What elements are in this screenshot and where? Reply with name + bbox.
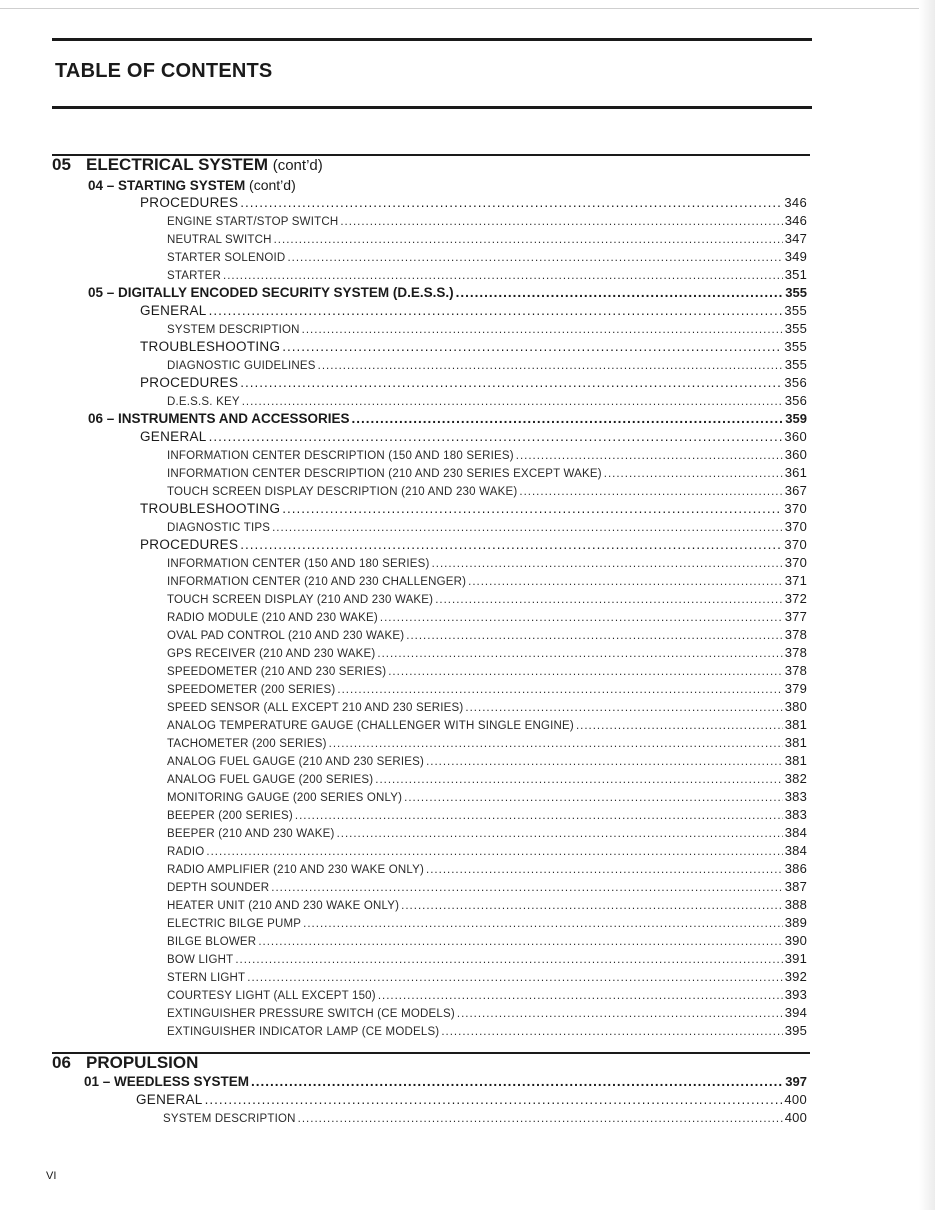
- dot-leader: [401, 900, 783, 912]
- toc-page-number: 346: [784, 195, 807, 210]
- section-number: 06: [52, 1053, 71, 1072]
- toc-page-number: 355: [784, 321, 807, 336]
- toc-page-number: 370: [784, 555, 807, 570]
- toc-entry[interactable]: [167, 627, 807, 645]
- section-continued: (cont’d): [272, 157, 323, 174]
- toc-entry-label: BEEPER (210 AND 230 WAKE): [167, 828, 335, 840]
- dot-leader: [295, 810, 783, 822]
- toc-entry-label: STARTER SOLENOID: [167, 252, 286, 264]
- toc-entry-label: ANALOG FUEL GAUGE (200 SERIES): [167, 774, 374, 786]
- toc-page-number: 380: [784, 699, 807, 714]
- dot-leader: [576, 720, 783, 732]
- toc-entry-label: ANALOG TEMPERATURE GAUGE (CHALLENGER WITH SINGLE ENGINE): [167, 720, 574, 732]
- dot-leader: [282, 501, 782, 516]
- toc-entry-label: NEUTRAL SWITCH: [167, 234, 272, 246]
- toc-entry-label: TOUCH SCREEN DISPLAY (210 AND 230 WAKE): [167, 594, 434, 606]
- dot-leader: [247, 972, 782, 984]
- toc-entry-continued: (cont’d): [249, 177, 296, 193]
- toc-page-number: 351: [784, 267, 807, 282]
- toc-entry-label: EXTINGUISHER PRESSURE SWITCH (CE MODELS): [167, 1008, 455, 1020]
- toc-entry[interactable]: [167, 591, 807, 609]
- toc-entry[interactable]: [167, 897, 807, 915]
- toc-entry-label: BILGE BLOWER: [167, 936, 257, 948]
- toc-entry[interactable]: [167, 681, 807, 699]
- toc-page-number: 392: [784, 969, 807, 984]
- dot-leader: [318, 360, 783, 372]
- toc-entry[interactable]: [167, 843, 807, 861]
- dot-leader: [340, 216, 782, 228]
- toc-entry-label: TACHOMETER (200 SERIES): [167, 738, 327, 750]
- dot-leader: [406, 630, 782, 642]
- toc-entry-label: SPEEDOMETER (210 AND 230 SERIES): [167, 666, 387, 678]
- toc-page-number: 349: [784, 249, 807, 264]
- toc-entry-label: SPEED SENSOR (ALL EXCEPT 210 AND 230 SERIES): [167, 702, 464, 714]
- toc-entry[interactable]: [167, 807, 807, 825]
- toc-page-number: 387: [784, 879, 807, 894]
- toc-entry-label: GPS RECEIVER (210 AND 230 WAKE): [167, 648, 376, 660]
- toc-entry-label: PROCEDURES: [140, 537, 239, 552]
- toc-entry[interactable]: [167, 861, 807, 879]
- toc-page-number: 355: [784, 339, 807, 354]
- toc-entry[interactable]: [167, 465, 807, 483]
- dot-leader: [435, 594, 782, 606]
- dot-leader: [465, 702, 782, 714]
- dot-leader: [604, 468, 783, 480]
- dot-leader: [209, 429, 783, 444]
- dot-leader: [240, 375, 782, 390]
- toc-entry-label: COURTESY LIGHT (ALL EXCEPT 150): [167, 990, 376, 1002]
- toc-entry[interactable]: [167, 321, 807, 339]
- toc-entry-label: TOUCH SCREEN DISPLAY DESCRIPTION (210 AND 230 WAKE): [167, 486, 518, 498]
- toc-page-number: 400: [784, 1092, 807, 1107]
- toc-entry[interactable]: [163, 1110, 807, 1128]
- toc-page-number: 391: [784, 951, 807, 966]
- toc-page-number: 388: [784, 897, 807, 912]
- toc-page-number: 360: [784, 429, 807, 444]
- toc-entry-label: GENERAL: [140, 303, 207, 318]
- toc-page-number: 367: [784, 483, 807, 498]
- toc-entry-label: HEATER UNIT (210 AND 230 WAKE ONLY): [167, 900, 400, 912]
- toc-page-number: 355: [784, 357, 807, 372]
- title-rule-top: [52, 38, 812, 41]
- toc-entry[interactable]: [167, 483, 807, 501]
- toc-page-number: 381: [784, 753, 807, 768]
- toc-entry[interactable]: [167, 933, 807, 951]
- toc-page-number: 395: [784, 1023, 807, 1038]
- title-rule-bottom: [52, 106, 812, 109]
- toc-page-number: 379: [784, 681, 807, 696]
- page-title: TABLE OF CONTENTS: [55, 60, 273, 82]
- toc-entry-label: MONITORING GAUGE (200 SERIES ONLY): [167, 792, 403, 804]
- toc-page-number: 355: [785, 285, 807, 300]
- toc-entry[interactable]: [167, 249, 807, 267]
- toc-group[interactable]: [140, 339, 807, 357]
- toc-entry-label: STERN LIGHT: [167, 972, 246, 984]
- toc-page-number: 381: [784, 717, 807, 732]
- dot-leader: [329, 738, 783, 750]
- toc-page-number: 378: [784, 663, 807, 678]
- dot-leader: [404, 792, 783, 804]
- toc-entry[interactable]: [167, 717, 807, 735]
- toc-entry-label: INFORMATION CENTER DESCRIPTION (210 AND 230 SERIES EXCEPT WAKE): [167, 468, 602, 480]
- toc-entry[interactable]: [167, 357, 807, 375]
- dot-leader: [298, 1113, 783, 1125]
- dot-leader: [378, 990, 783, 1002]
- toc-page-number: 378: [784, 627, 807, 642]
- toc-entry[interactable]: [167, 573, 807, 591]
- dot-leader: [519, 486, 782, 498]
- dot-leader: [337, 828, 783, 840]
- dot-leader: [516, 450, 783, 462]
- toc-entry-label: 01 – WEEDLESS SYSTEM: [84, 1074, 250, 1089]
- toc-entry[interactable]: [167, 915, 807, 933]
- dot-leader: [380, 612, 783, 624]
- toc-group[interactable]: [140, 375, 807, 393]
- dot-leader: [377, 648, 782, 660]
- toc-page-number: 360: [784, 447, 807, 462]
- section-heading: [52, 1053, 198, 1073]
- toc-entry-label: SYSTEM DESCRIPTION: [167, 324, 300, 336]
- dot-leader: [242, 396, 783, 408]
- dot-leader: [426, 756, 783, 768]
- dot-leader: [206, 846, 782, 858]
- dot-leader: [441, 1026, 782, 1038]
- dot-leader: [426, 864, 783, 876]
- dot-leader: [271, 882, 782, 894]
- toc-entry[interactable]: [167, 735, 807, 753]
- dot-leader: [209, 303, 783, 318]
- toc-entry[interactable]: [167, 825, 807, 843]
- toc-group[interactable]: [140, 429, 807, 447]
- toc-entry-label: INFORMATION CENTER DESCRIPTION (150 AND 180 SERIES): [167, 450, 514, 462]
- toc-entry[interactable]: [167, 879, 807, 897]
- toc-entry-label: RADIO: [167, 846, 205, 858]
- toc-entry[interactable]: [167, 771, 807, 789]
- toc-group[interactable]: [140, 537, 807, 555]
- toc-entry-label: STARTER: [167, 270, 222, 282]
- toc-page-number: 393: [784, 987, 807, 1002]
- toc-page-number: 370: [784, 501, 807, 516]
- dot-leader: [352, 411, 784, 426]
- toc-page-number: 381: [784, 735, 807, 750]
- toc-entry-label: BOW LIGHT: [167, 954, 234, 966]
- section-number: 05: [52, 155, 71, 174]
- toc-entry[interactable]: [167, 393, 807, 411]
- toc-entry-label: PROCEDURES: [140, 375, 239, 390]
- dot-leader: [432, 558, 783, 570]
- dot-leader: [303, 918, 783, 930]
- toc-page-number: 371: [784, 573, 807, 588]
- toc-entry-label: OVAL PAD CONTROL (210 AND 230 WAKE): [167, 630, 405, 642]
- section-heading: [52, 155, 323, 175]
- dot-leader: [258, 936, 782, 948]
- toc-entry-label: INFORMATION CENTER (150 AND 180 SERIES): [167, 558, 430, 570]
- dot-leader: [240, 537, 782, 552]
- toc-page-number: 370: [784, 519, 807, 534]
- toc-entry-label: PROCEDURES: [140, 195, 239, 210]
- dot-leader: [251, 1074, 783, 1089]
- toc-entry-label: RADIO MODULE (210 AND 230 WAKE): [167, 612, 378, 624]
- toc-entry[interactable]: [167, 609, 807, 627]
- toc-entry-label: DIAGNOSTIC TIPS: [167, 522, 271, 534]
- dot-leader: [205, 1092, 783, 1107]
- toc-entry-label: D.E.S.S. KEY: [167, 396, 240, 408]
- dot-leader: [388, 666, 782, 678]
- toc-entry[interactable]: [167, 987, 807, 1005]
- dot-leader: [235, 954, 782, 966]
- toc-entry[interactable]: [167, 951, 807, 969]
- dot-leader: [223, 270, 783, 282]
- toc-page-number: 384: [784, 825, 807, 840]
- toc-entry-label: ENGINE START/STOP SWITCH: [167, 216, 339, 228]
- toc-page-number: 359: [785, 411, 807, 426]
- toc-entry-label: GENERAL: [136, 1092, 203, 1107]
- toc-entry[interactable]: [167, 213, 807, 231]
- toc-entry[interactable]: [167, 555, 807, 573]
- toc-entry[interactable]: [167, 447, 807, 465]
- toc-page-number: 390: [784, 933, 807, 948]
- dot-leader: [272, 522, 783, 534]
- toc-page-number: 382: [784, 771, 807, 786]
- toc-page-number: 389: [784, 915, 807, 930]
- toc-entry-label: DIAGNOSTIC GUIDELINES: [167, 360, 316, 372]
- dot-leader: [274, 234, 783, 246]
- toc-entry[interactable]: [167, 969, 807, 987]
- toc-subsection[interactable]: [88, 177, 807, 195]
- toc-page-number: 394: [784, 1005, 807, 1020]
- toc-page-number: 378: [784, 645, 807, 660]
- toc-page-number: 386: [784, 861, 807, 876]
- section-title: ELECTRICAL SYSTEM: [86, 155, 268, 174]
- toc-page-number: 377: [784, 609, 807, 624]
- toc-entry[interactable]: [167, 231, 807, 249]
- toc-page-number: 383: [784, 807, 807, 822]
- toc-entry[interactable]: [167, 1023, 807, 1041]
- toc-entry[interactable]: [167, 789, 807, 807]
- toc-entry-label: SYSTEM DESCRIPTION: [163, 1113, 296, 1125]
- toc-entry-label: INFORMATION CENTER (210 AND 230 CHALLENGER): [167, 576, 467, 588]
- toc-group[interactable]: [136, 1092, 807, 1110]
- toc-page-number: 346: [784, 213, 807, 228]
- section-title: PROPULSION: [86, 1053, 199, 1072]
- toc-entry-label: SPEEDOMETER (200 SERIES): [167, 684, 336, 696]
- dot-leader: [337, 684, 782, 696]
- dot-leader: [457, 1008, 783, 1020]
- toc-page-number: 356: [784, 375, 807, 390]
- toc-entry-label: RADIO AMPLIFIER (210 AND 230 WAKE ONLY): [167, 864, 425, 876]
- dot-leader: [456, 285, 784, 300]
- toc-entry[interactable]: [167, 1005, 807, 1023]
- toc-entry[interactable]: [167, 663, 807, 681]
- toc-entry-label: GENERAL: [140, 429, 207, 444]
- toc-subsection[interactable]: [88, 411, 807, 429]
- toc-page-number: 397: [785, 1074, 807, 1089]
- toc-entry[interactable]: [167, 753, 807, 771]
- toc-entry-label: 04 – STARTING SYSTEM (cont’d): [88, 177, 296, 193]
- toc-page-number: 383: [784, 789, 807, 804]
- page-folio: VI: [46, 1170, 57, 1182]
- toc-page-number: 384: [784, 843, 807, 858]
- toc-subsection[interactable]: [88, 285, 807, 303]
- dot-leader: [287, 252, 782, 264]
- dot-leader: [375, 774, 782, 786]
- toc-entry-label: EXTINGUISHER INDICATOR LAMP (CE MODELS): [167, 1026, 440, 1038]
- toc-page-number: 361: [784, 465, 807, 480]
- page-top-edge: [0, 8, 935, 9]
- dot-leader: [240, 195, 782, 210]
- toc-group[interactable]: [140, 501, 807, 519]
- toc-entry-label: ELECTRIC BILGE PUMP: [167, 918, 302, 930]
- dot-leader: [302, 324, 783, 336]
- toc-group[interactable]: [140, 303, 807, 321]
- toc-entry-label: ANALOG FUEL GAUGE (210 AND 230 SERIES): [167, 756, 425, 768]
- toc-subsection[interactable]: [84, 1074, 807, 1092]
- toc-entry-label: BEEPER (200 SERIES): [167, 810, 293, 822]
- toc-entry-label: 06 – INSTRUMENTS AND ACCESSORIES: [88, 411, 350, 426]
- toc-page-number: 372: [784, 591, 807, 606]
- toc-page-number: 355: [784, 303, 807, 318]
- toc-entry-label: TROUBLESHOOTING: [140, 501, 281, 516]
- toc-entry[interactable]: [167, 519, 807, 537]
- page-edge-shadow: [919, 0, 935, 1210]
- toc-entry-label: DEPTH SOUNDER: [167, 882, 270, 894]
- toc-entry-label: TROUBLESHOOTING: [140, 339, 281, 354]
- toc-page-number: 356: [784, 393, 807, 408]
- toc-page-number: 347: [784, 231, 807, 246]
- dot-leader: [468, 576, 783, 588]
- toc-entry[interactable]: [167, 267, 807, 285]
- toc-entry[interactable]: [167, 645, 807, 663]
- toc-page-number: 400: [784, 1110, 807, 1125]
- toc-entry[interactable]: [167, 699, 807, 717]
- toc-entry-label: 05 – DIGITALLY ENCODED SECURITY SYSTEM (D.E.S.S.): [88, 285, 454, 300]
- toc-group[interactable]: [140, 195, 807, 213]
- toc-page-number: 370: [784, 537, 807, 552]
- dot-leader: [282, 339, 782, 354]
